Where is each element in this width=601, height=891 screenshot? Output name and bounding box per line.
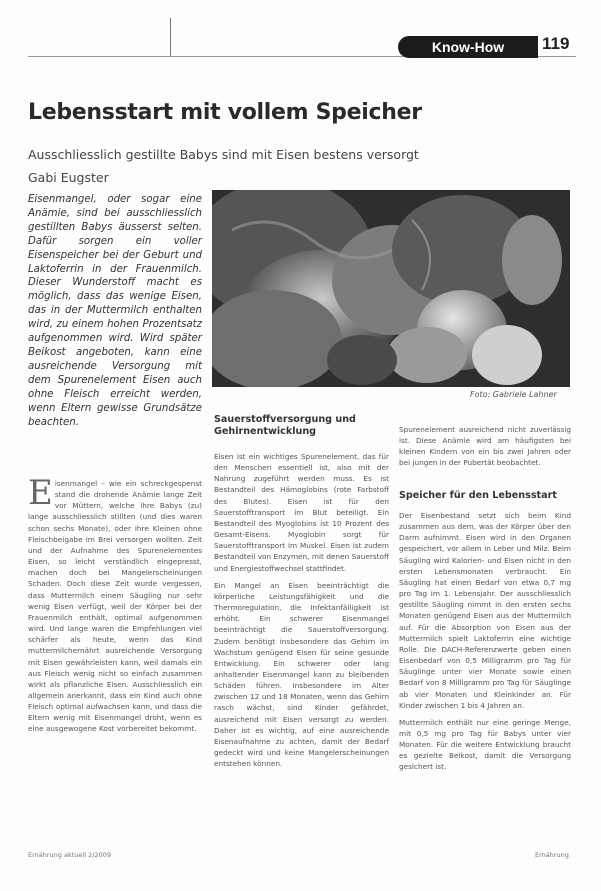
article-subtitle: Ausschliesslich gestillte Babys sind mit Eisen bestens versorgt [28, 147, 419, 162]
drop-cap: E [28, 473, 53, 513]
photo-credit: Foto: Gabriele Lahner [470, 390, 557, 399]
section-badge: Know-How [398, 36, 538, 58]
body-column-1 [28, 473, 202, 735]
col2-paragraph-1: Eisen ist ein wichtiges Spurenelement, das für den Menschen essentiell ist, also mit der Nahrung zugeführt werden muss. Es ist Bestandteil des Hämoglobins (rote Farbstoff des Blutes). Eisen ist für den Sauerstofftransport im Blut beteiligt. Ein Bestandteil des Myoglobins ist 10 Prozent des Gesamt-Eisens. Myoglobin sorgt für Sauerstofftransport im Muskel. Eisen ist zudem Bestandteil von Enzymen, mit denen Sauerstoff und Energiestoffwechsel stattfindet. [214, 452, 389, 573]
page-number: 119 [542, 34, 570, 53]
article-author: Gabi Eugster [28, 170, 109, 185]
heading-sauerstoffversorgung: Sauerstoffversorgung und Gehirnentwicklung [214, 414, 356, 437]
body-column-2 [214, 451, 389, 775]
body-column-3 [399, 424, 571, 475]
article-lead: Eisenmangel, oder sogar eine Anämie, sind bei ausschliesslich gestillten Babys äusserst selten. Dafür sorgen ein voller Eisenspeicher bei der Geburt und Laktoferrin in der Frauenmilch. Dieser Wunderstoff macht es möglich, dass das wenige Eisen, das in der Muttermilch enthalten wird, zu einem hohen Prozentsatz aufgenommen wird. Wird später Beikost angeboten, kann eine ausreichende Versorgung mit dem Spurenelement Eisen auch ohne Fleisch erreicht werden, wenn Eltern gewisse Grundsätze beachten. [28, 194, 202, 428]
article-photo [212, 190, 570, 387]
col2-paragraph-2: Ein Mangel an Eisen beeinträchtigt die körperliche Leistungsfähigkeit und die Thermoregulation, die Infektanfälligkeit ist erhöht. Ein schwerer Eisenmangel beeinträchtigt die Sauerstoffversorgung. Zudem benötigt insbesondere das Gehirn im Wachstum genügend Eisen für seine gesunde Entwicklung. Ein schwerer oder lang anhaltender Eisenmangel kann zu bleibenden Schäden führen. Insbesondere im Alter zwischen 12 und 18 Monaten, wenn das Gehirn rasch wächst, sind Kinder gefährdet, ausreichend mit Eisen versorgt zu werden. Daher ist es wichtig, auf eine ausreichende Eisenaufnahme zu achten, damit der Bedarf gedeckt wird und keine Mangelerscheinungen entstehen können. [214, 580, 389, 769]
body-column-3b [399, 510, 571, 779]
heading-speicher: Speicher für den Lebensstart [399, 490, 557, 501]
col3-paragraph-3: Muttermilch enthält nur eine geringe Menge, mit 0,5 mg pro Tag für Babys unter vier Monaten. Für die weitere Entwicklung braucht es gezielte Beikost, damit die Versorgung gesichert ist. [399, 717, 571, 772]
col1-text: isenmangel – wie ein schreckgespenst stand die drohende Anämie lange Zeit vor Müttern, welche ihre Babys (zu) lange ausschliesslich stillten (und dies waren schon sechs Monate), oder ihre Kleinen ohne Fleischbeigabe im Brei versorgen wollten. Zeit und der Aufnahme des Spurenelementes Eisen, so leicht verständlich eingepresst, machen doch bei Mangelerscheinungen Schaden. Doch diese Zeit wurde vergessen, dass Muttermilch einem Säugling nur sehr wenig Eisen verfügt, weil der Körper bei der Frauenmilch enthält, optimal aufgenommen wird. Und lange waren die Empfehlungen viel schärfer als heute, wenn das Kind muttermilchernährt ausreichende Versorgung mit Eisen gewährleisten kann, weil damals ein aus Fleisch wenig nicht so einfach zusammen wirkt als pflanzliche Eisen. Ausschliesslich ein allgemein anerkannt, dass ein Kind auch ohne Fleisch optimal aufwachsen kann, und dass die Eltern wenig mit Eisenmangel droht, wenn es eine ausgewogene Kost vorbereitet bekommt. [28, 479, 202, 734]
col3-paragraph-1: Spurenelement ausreichend nicht zuverlässig ist. Diese Anämie wird am häufigsten bei kleinen Kindern von ein bis zwei Jahren oder bei jungen in der Pubertät beobachtet. [399, 425, 571, 468]
article-title: Lebensstart mit vollem Speicher [28, 100, 422, 125]
col3-paragraph-2: Der Eisenbestand setzt sich beim Kind zusammen aus dem, was der Körper über den Darm aufnimmt. Eisen wird in den Organen gespeichert, vor allem in Leber und Milz. Beim Säugling wird Kalorien- und Eisen nicht in den ersten Lebensmonaten verbraucht. Ein Säugling hat einen Bedarf von etwa 0,7 mg pro Tag im 1. Lebensjahr. Der ausschliesslich gestillte Säugling nimmt in den ersten sechs Monaten genügend Eisen aus der Muttermilch auf. Für die Absorption von Eisen aus der Muttermilch spielt Laktoferrin eine wichtige Rolle. Die DACH-Referenzwerte geben einen Eisenbedarf von 0,5 Milligramm pro Tag für Säuglinge unter vier Monate sowie einen Bedarf von 8 Milligramm pro Tag für Säuglinge ab vier Monaten und Kleinkinder an. Für Kinder zwischen 1 bis 4 Jahren an. [399, 511, 571, 710]
photo-illustration [212, 190, 570, 387]
footer-left: Ernährung aktuell 2/2009 [28, 851, 111, 859]
header-tick-line [170, 18, 171, 56]
footer-right: Ernährung [535, 851, 569, 859]
